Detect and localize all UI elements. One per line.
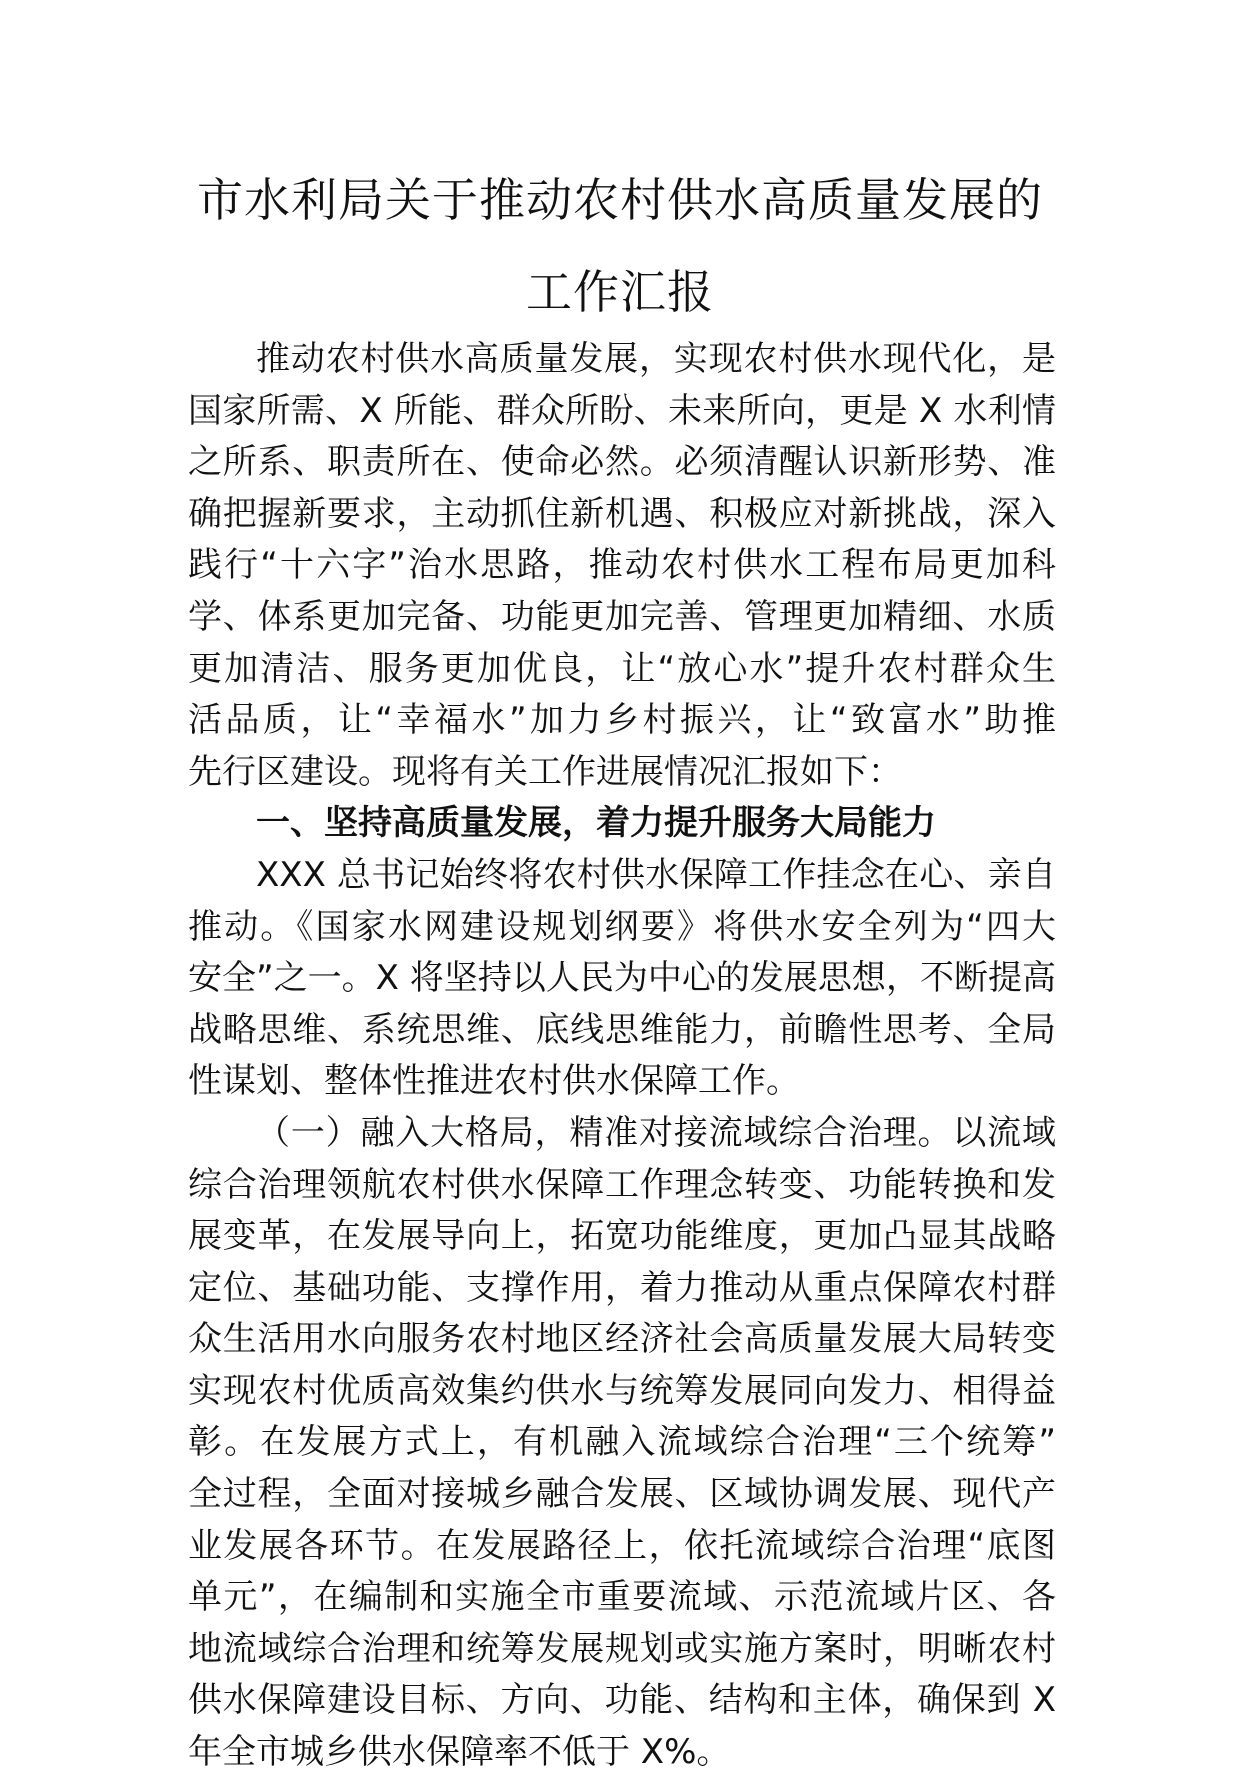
section-heading-text: 一、坚持高质量发展，着力提升服务大局能力 [256,803,936,844]
paragraph-line: XXX 总书记始终将农村供水保障工作挂念在心、亲自 [256,854,1056,895]
paragraph-line: 学、体系更加完备、功能更加完善、管理更加精细、水质 [188,596,1056,637]
paragraph-line: 全过程，全面对接城乡融合发展、区域协调发展、现代产 [188,1474,1056,1515]
paragraph-line: 活品质，让“幸福水”加力乡村振兴，让“致富水”助推 [188,700,1056,741]
paragraph-line: 性谋划、整体性推进农村供水保障工作。 [188,1061,800,1102]
paragraph-line: 定位、基础功能、支撑作用，着力推动从重点保障农村群 [188,1267,1056,1308]
paragraph-line: 年全市城乡供水保障率不低于 X%。 [188,1732,731,1773]
paragraph-line: 综合治理领航农村供水保障工作理念转变、功能转换和发 [188,1164,1056,1205]
paragraph-line: 更加清洁、服务更加优良，让“放心水”提升农村群众生 [188,648,1056,689]
document-title-line-1: 市水利局关于推动农村供水高质量发展的 [197,173,1043,227]
paragraph-line: 展变革，在发展导向上，拓宽功能维度，更加凸显其战略 [188,1216,1056,1257]
body-paragraph [188,850,1056,1108]
paragraph-line: 供水保障建设目标、方向、功能、结构和主体，确保到 X [188,1680,1056,1721]
subsection-paragraph [188,1108,1056,1779]
paragraph-line: 众生活用水向服务农村地区经济社会高质量发展大局转变 [188,1319,1056,1360]
intro-paragraph [188,334,1056,798]
paragraph-line: 实现农村优质高效集约供水与统筹发展同向发力、相得益 [188,1370,1056,1411]
paragraph-line: 彰。在发展方式上，有机融入流域综合治理“三个统筹” [188,1422,1056,1463]
paragraph-line: 推动农村供水高质量发展，实现农村供水现代化，是 [256,339,1056,379]
paragraph-line: 之所系、职责所在、使命必然。必须清醒认识新形势、准 [188,442,1056,483]
paragraph-line: 国家所需、X 所能、群众所盼、未来所向，更是 X 水利情 [188,390,1056,431]
document-body [188,334,1056,1779]
document-title-line-2: 工作汇报 [526,265,714,319]
paragraph-line: 地流域综合治理和统筹发展规划或实施方案时，明晰农村 [188,1628,1056,1669]
paragraph-line: 安全”之一。X 将坚持以人民为中心的发展思想，不断提高 [188,958,1056,999]
paragraph-line: 推动。《国家水网建设规划纲要》将供水安全列为“四大 [188,906,1056,947]
paragraph-line: 先行区建设。现将有关工作进展情况汇报如下： [188,751,902,792]
section-heading [188,798,1056,850]
paragraph-line: 战略思维、系统思维、底线思维能力，前瞻性思考、全局 [188,1009,1056,1050]
paragraph-line: （一）融入大格局，精准对接流域综合治理。以流域 [256,1112,1056,1153]
paragraph-line: 单元”，在编制和实施全市重要流域、示范流域片区、各 [188,1577,1056,1618]
paragraph-line: 确把握新要求，主动抓住新机遇、积极应对新挑战，深入 [188,493,1056,534]
paragraph-line: 业发展各环节。在发展路径上，依托流域综合治理“底图 [188,1525,1056,1566]
paragraph-line: 践行“十六字”治水思路，推动农村供水工程布局更加科 [188,545,1056,586]
